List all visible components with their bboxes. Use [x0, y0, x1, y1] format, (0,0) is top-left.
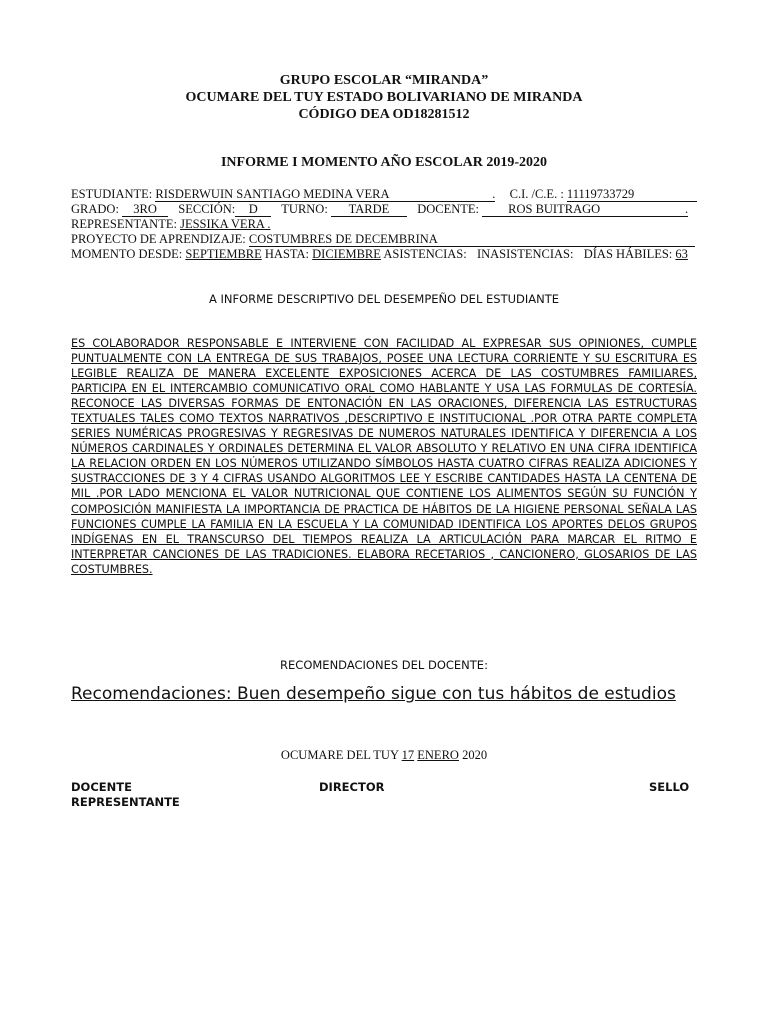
- signature-docente: DOCENTE: [71, 780, 132, 794]
- school-name: GRUPO ESCOLAR “MIRANDA”: [279, 73, 489, 88]
- date-year: 2020: [462, 748, 488, 762]
- project-row: [71, 232, 701, 247]
- ci-label: C.I. /C.E. :: [509, 187, 564, 201]
- docente-value: ROS BUITRAGO: [508, 202, 601, 216]
- desde-label: MOMENTO DESDE:: [71, 247, 183, 261]
- turno-label: TURNO:: [281, 202, 328, 216]
- signature-representante: REPRESENTANTE: [71, 795, 180, 809]
- signature-sello: SELLO: [649, 780, 690, 794]
- seccion-value: D: [235, 203, 271, 217]
- project-name: COSTUMBRES DE DECEMBRINA: [249, 233, 695, 247]
- inasistencias-label: INASISTENCIAS:: [476, 247, 574, 261]
- descriptive-title: A INFORME DESCRIPTIVO DEL DESEMPEÑO DEL ESTUDIANTE: [208, 292, 560, 306]
- grado-label: GRADO:: [71, 202, 119, 216]
- student-name-field: [155, 188, 495, 202]
- representative-row: [71, 217, 701, 232]
- date-month: ENERO: [417, 748, 459, 762]
- student-label: ESTUDIANTE:: [71, 187, 153, 201]
- hasta-label: HASTA:: [264, 247, 310, 261]
- place-name: OCUMARE DEL TUY: [280, 748, 399, 762]
- report-title: INFORME I MOMENTO AÑO ESCOLAR 2019-2020: [220, 155, 548, 170]
- period-row: [71, 247, 701, 262]
- turno-value: TARDE: [331, 203, 407, 217]
- student-name-end: .: [492, 187, 496, 201]
- asistencias-label: ASISTENCIAS:: [383, 247, 467, 261]
- dias-habiles-value: 63: [675, 247, 688, 261]
- ci-value: 11119733729: [567, 188, 697, 202]
- grade-row: [71, 202, 701, 217]
- grado-value: 3RO: [122, 203, 168, 217]
- desde-value: SEPTIEMBRE: [185, 247, 262, 261]
- seccion-label: SECCIÓN:: [178, 202, 236, 216]
- representative-label: REPRESENTANTE:: [71, 217, 177, 231]
- recommendations-title: RECOMENDACIONES DEL DOCENTE:: [280, 658, 488, 672]
- student-row: [71, 187, 701, 202]
- project-label: PROYECTO DE APRENDIZAJE:: [71, 232, 246, 246]
- descriptive-text: ES COLABORADOR RESPONSABLE E INTERVIENE CON FACILIDAD AL EXPRESAR SUS OPINIONES, CUMPLE PUNTUALMENTE CON LA ENTREGA DE SUS TRABAJOS, POSEE UNA LECTURA CORRIENTE Y SU ESCRITURA ES LEGIBLE REALIZA DE MANERA EXCELENTE EXPOSICIONES ACERCA DE LAS COSTUMBRES FAMILIARES, PARTICIPA EN EL INTERCAMBIO COMUNICATIVO ORAL COMO HABLANTE Y USA LAS FORMULAS DE CORTESÍA. RECONOCE LAS DIVERSAS FORMAS DE ENTONACIÓN EN LAS ORACIONES, DIFERENCIA LAS ESTRUCTURAS TEXTUALES TALES COMO TEXTOS NARRATIVOS ,DESCRIPTIVO E INSTITUCIONAL .POR OTRA PARTE COMPLETA SERIES NUMÉRICAS PROGRESIVAS Y REGRESIVAS DE NUMEROS NATURALES IDENTIFICA Y DIFERENCIA A LOS NÚMEROS CARDINALES Y ORDINALES DETERMINA EL VALOR ABSOLUTO Y RELATIVO EN UNA CIFRA IDENTIFICA LA RELACION ORDEN EN LOS NÚMEROS UTILIZANDO SÍMBOLOS HASTA CUATRO CIFRAS REALIZA ADICIONES Y SUSTRACCIONES DE 3 Y 4 CIFRAS USANDO ALGORITMOS LEE Y ESCRIBE CANTIDADES HASTA LA CENTENA DE MIL .POR LADO MENCIONA EL VALOR NUTRICIONAL QUE CONTIENE LOS ALIMENTOS SEGÚN SU FUNCIÓN Y COMPOSICIÓN MANIFIESTA LA IMPORTANCIA DE PRACTICA DE HÁBITOS DE LA HIGIENE PERSONAL SEÑALA LAS FUNCIONES CUMPLE LA FAMILIA EN LA ESCUELA Y LA COMUNIDAD IDENTIFICA LOS APORTES DELOS GRUPOS INDÍGENAS EN EL TRANSCURSO DEL TIEMPOS REALIZA LA ARTICULACIÓN PARA MARCAR EL RITMO E INTERPRETAR CANCIONES DE LAS TRADICIONES. ELABORA RECETARIOS , CANCIONERO, GLOSARIOS DE LAS COSTUMBRES.: [71, 337, 697, 576]
- recommendations-text: Recomendaciones: Buen desempeño sigue con tus hábitos de estudios: [71, 684, 676, 704]
- hasta-value: DICIEMBRE: [312, 247, 381, 261]
- date-day: 17: [401, 748, 415, 762]
- school-code: CÓDIGO DEA OD18281512: [298, 107, 470, 122]
- signature-director: DIRECTOR: [319, 780, 385, 794]
- dias-habiles-label: DÍAS HÁBILES:: [583, 247, 673, 261]
- docente-end: .: [685, 202, 689, 216]
- docente-label: DOCENTE:: [417, 202, 479, 216]
- school-location: OCUMARE DEL TUY ESTADO BOLIVARIANO DE MIRANDA: [185, 90, 583, 105]
- representative-name: JESSIKA VERA .: [180, 217, 271, 231]
- docente-field: [482, 203, 688, 217]
- place-date: [0, 748, 768, 763]
- student-name: RISDERWUIN SANTIAGO MEDINA VERA: [155, 187, 390, 201]
